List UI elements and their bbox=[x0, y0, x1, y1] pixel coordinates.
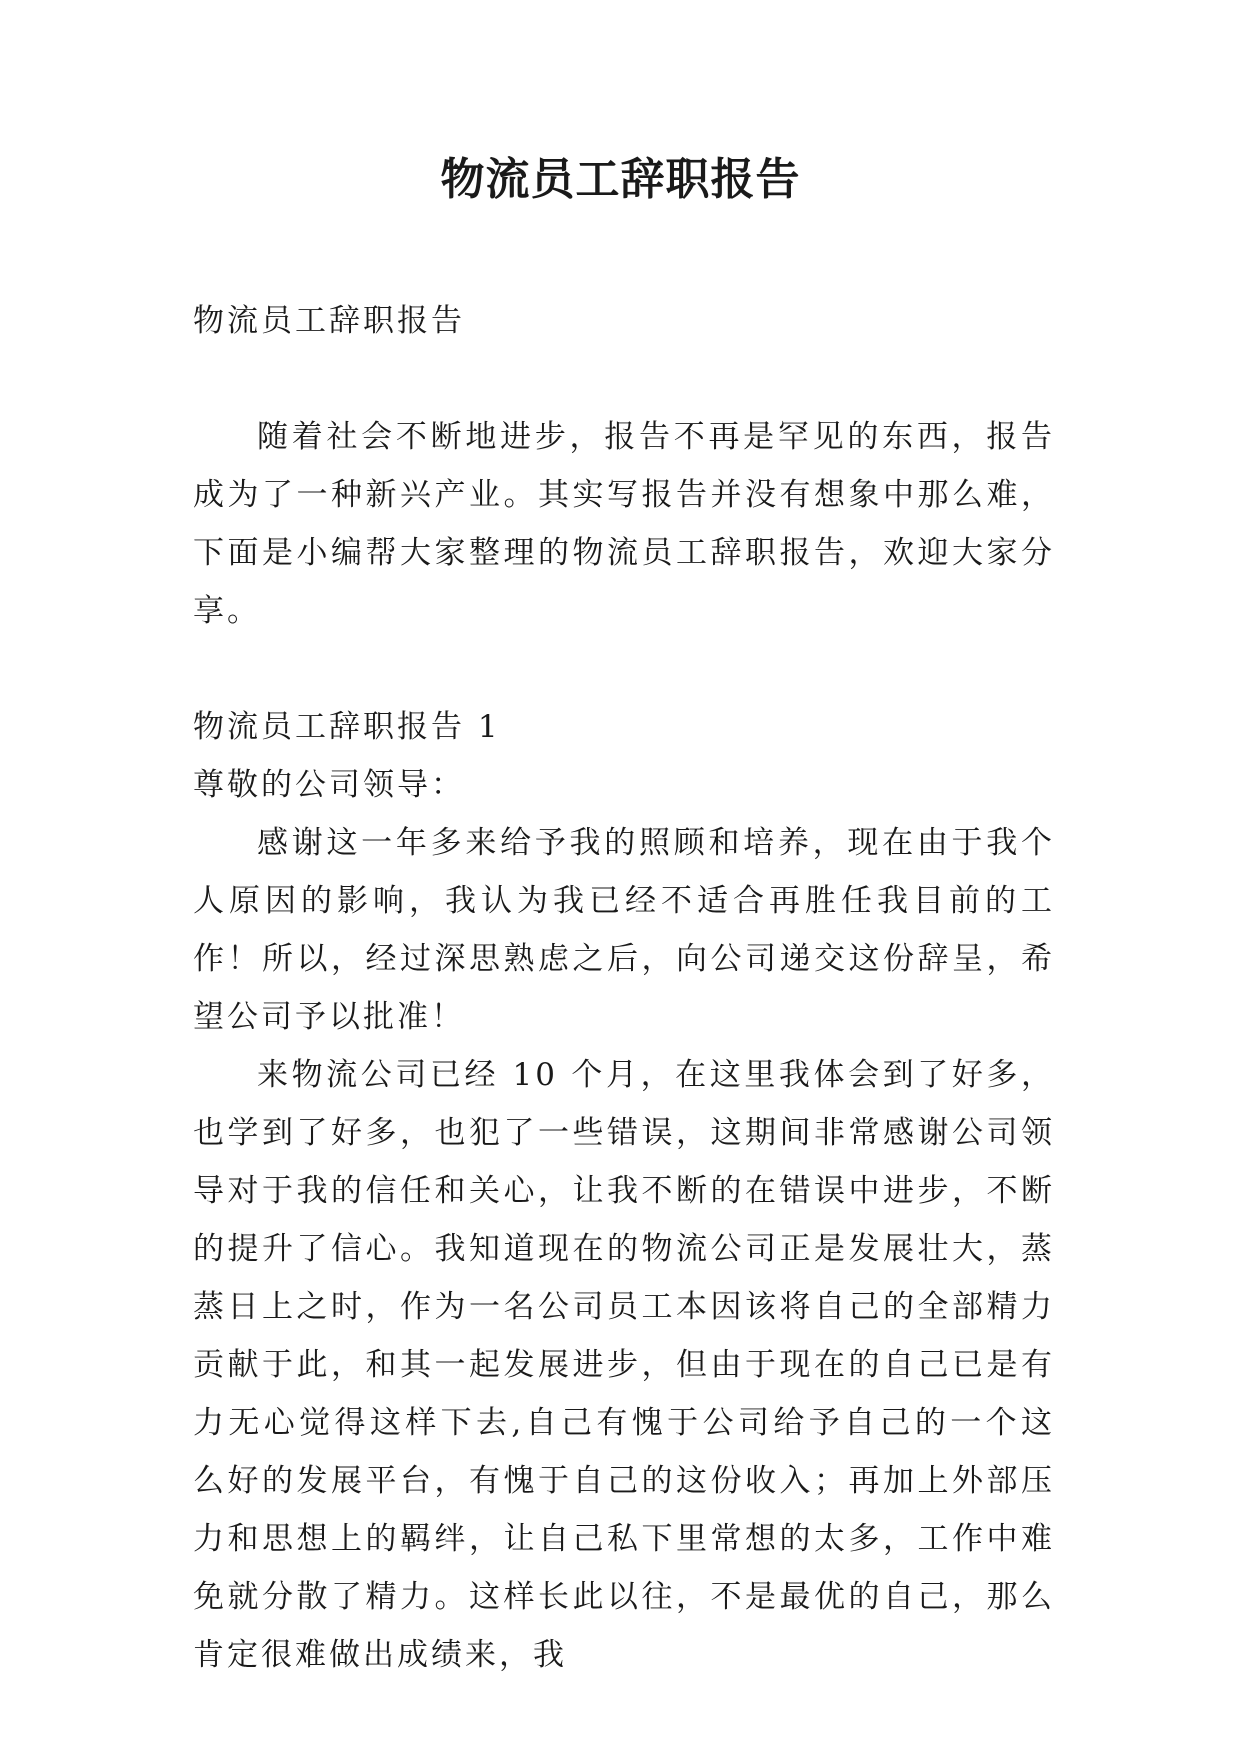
body-paragraph-1: 感谢这一年多来给予我的照顾和培养，现在由于我个人原因的影响，我认为我已经不适合再胜任我目前的工作！所以，经过深思熟虑之后，向公司递交这份辞呈，希望公司予以批准！ bbox=[193, 825, 1055, 1035]
body-paragraph-2: 来物流公司已经 10 个月，在这里我体会到了好多，也学到了好多，也犯了一些错误，这期间非常感谢公司领导对于我的信任和关心，让我不断的在错误中进步，不断的提升了信心。我知道现在的物流公司正是发展壮大，蒸蒸日上之时，作为一名公司员工本因该将自己的全部精力贡献于此，和其一起发展进步，但由于现在的自己已是有力无心觉得这样下去,自己有愧于公司给予自己的一个这么好的发展平台，有愧于自己的这份收入；再加上外部压力和思想上的羁绊，让自己私下里常想的太多，工作中难免就分散了精力。这样长此以往，不是最优的自己，那么肯定很难做出成绩来，我 bbox=[193, 1057, 1055, 1673]
salutation: 尊敬的公司领导： bbox=[193, 767, 465, 803]
intro-paragraph: 随着社会不断地进步，报告不再是罕见的东西，报告成为了一种新兴产业。其实写报告并没有想象中那么难，下面是小编帮大家整理的物流员工辞职报告，欢迎大家分享。 bbox=[193, 419, 1055, 629]
document-title: 物流员工辞职报告 bbox=[440, 154, 801, 205]
document-body bbox=[193, 292, 1055, 1684]
section-heading: 物流员工辞职报告 1 bbox=[193, 709, 501, 745]
document-subtitle: 物流员工辞职报告 bbox=[193, 303, 465, 339]
